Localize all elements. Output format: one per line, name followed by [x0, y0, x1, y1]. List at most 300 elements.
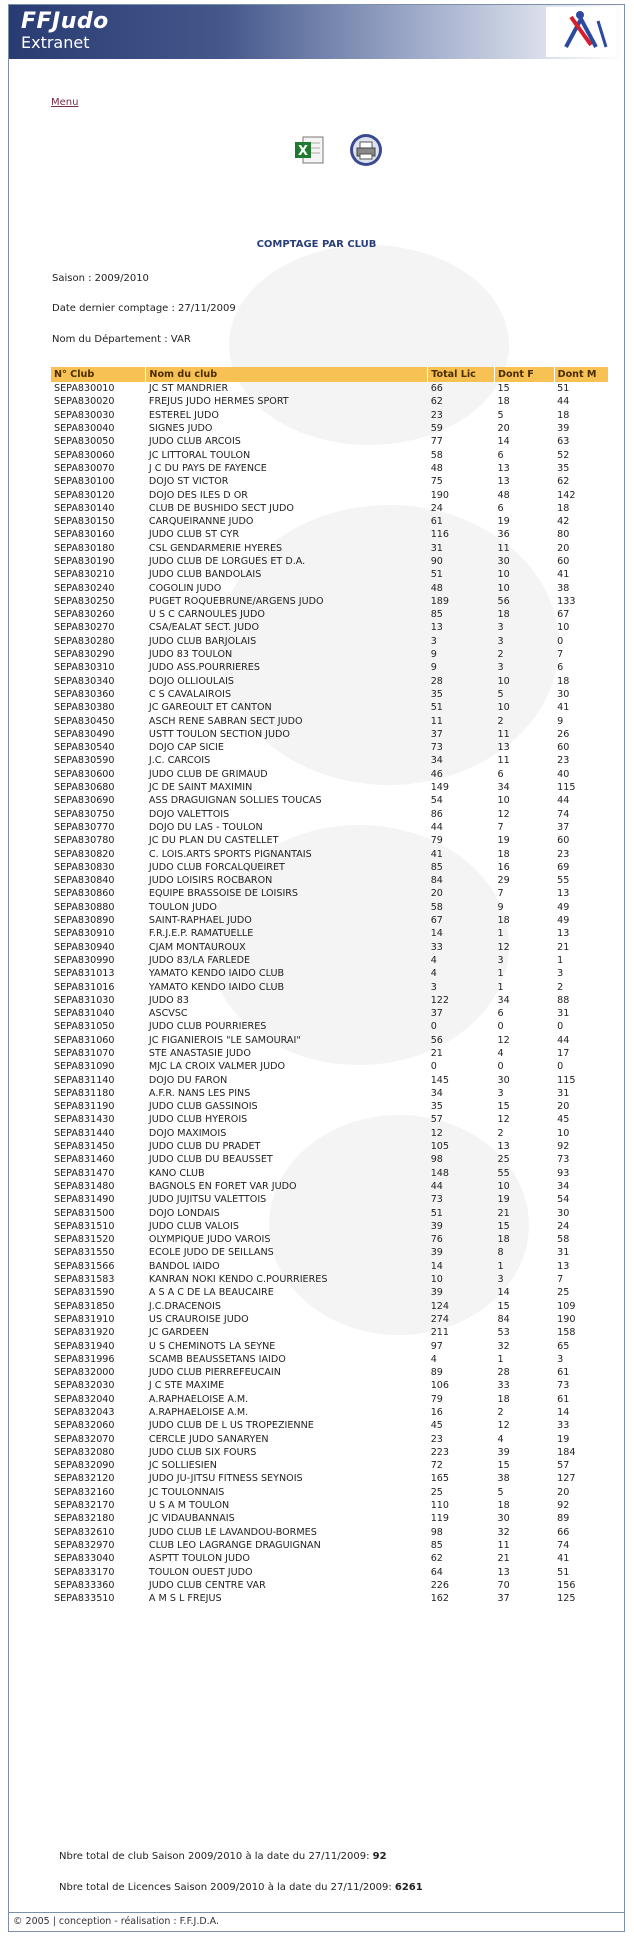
cell-nom-club: STE ANASTASIE JUDO [148, 1047, 251, 1059]
cell-num-club: SEPA832180 [54, 1513, 115, 1525]
table-row [51, 794, 609, 807]
cell-dont-m: 49 [557, 901, 570, 913]
date-comptage-label: Date dernier comptage : 27/11/2009 [52, 303, 236, 314]
cell-dont-f: 10 [497, 702, 510, 714]
cell-dont-m: 20 [557, 1101, 570, 1113]
cell-total-lic: 9 [430, 649, 437, 661]
table-row [51, 1193, 609, 1206]
cell-nom-club: JUDO CLUB DU PRADET [148, 1141, 261, 1153]
cell-nom-club: DOJO DU FARON [148, 1074, 228, 1086]
table-row [51, 954, 609, 967]
cell-total-lic: 84 [430, 875, 443, 887]
cell-nom-club: EQUIPE BRASSOISE DE LOISIRS [148, 888, 299, 900]
cell-num-club: SEPA832060 [54, 1420, 115, 1432]
cell-dont-f: 1 [497, 1260, 504, 1272]
cell-num-club: SEPA830250 [54, 595, 115, 607]
cell-dont-m: 26 [557, 728, 570, 740]
table-row [51, 1446, 609, 1459]
cell-nom-club: DOJO DES ILES D OR [148, 489, 248, 501]
table-row [51, 1499, 609, 1512]
cell-total-lic: 89 [430, 1367, 443, 1379]
cell-nom-club: C. LOIS.ARTS SPORTS PIGNANTAIS [148, 848, 312, 860]
cell-total-lic: 76 [430, 1234, 443, 1246]
cell-dont-m: 69 [557, 861, 570, 873]
logo-subtitle: Extranet [21, 33, 90, 52]
cell-nom-club: U S A M TOULON [148, 1500, 230, 1512]
cell-nom-club: JUDO CLUB CENTRE VAR [148, 1579, 266, 1591]
cell-dont-f: 18 [497, 848, 510, 860]
cell-dont-f: 29 [497, 875, 510, 887]
menu-link[interactable]: Menu [51, 97, 79, 108]
cell-num-club: SEPA831920 [54, 1327, 115, 1339]
cell-nom-club: DOJO DU LAS - TOULON [148, 821, 263, 833]
cell-num-club: SEPA831510 [54, 1220, 115, 1232]
table-row [51, 1206, 609, 1219]
table-row [51, 502, 609, 515]
cell-dont-m: 1 [557, 954, 564, 966]
cell-nom-club: JUDO CLUB GASSINOIS [148, 1101, 258, 1113]
cell-dont-f: 15 [497, 1460, 510, 1472]
cell-nom-club: DOJO LONDAIS [148, 1207, 220, 1219]
cell-nom-club: U S C CARNOULES JUDO [148, 609, 265, 621]
excel-export-button[interactable] [293, 133, 327, 167]
cell-dont-f: 3 [497, 1087, 504, 1099]
cell-dont-f: 13 [497, 1141, 510, 1153]
cell-num-club: SEPA833510 [54, 1593, 115, 1605]
cell-dont-m: 41 [557, 569, 570, 581]
cell-dont-m: 14 [557, 1407, 570, 1418]
cell-dont-m: 38 [557, 582, 570, 594]
table-row [51, 648, 609, 661]
total-licences [59, 1882, 423, 1893]
cell-total-lic: 75 [430, 476, 443, 488]
cell-total-lic: 24 [430, 502, 443, 514]
table-row [51, 382, 609, 395]
cell-nom-club: ASCVSC [148, 1008, 188, 1020]
cell-dont-m: 40 [557, 768, 570, 780]
cell-dont-m: 63 [557, 436, 570, 448]
cell-dont-f: 18 [497, 609, 510, 621]
cell-num-club: SEPA830020 [54, 396, 115, 408]
table-row [51, 1432, 609, 1445]
cell-total-lic: 85 [430, 609, 443, 621]
table-row [51, 675, 609, 688]
cell-dont-m: 60 [557, 556, 570, 567]
cell-dont-f: 37 [497, 1593, 510, 1605]
cell-num-club: SEPA831470 [54, 1167, 115, 1179]
cell-total-lic: 119 [430, 1513, 450, 1525]
cell-dont-f: 10 [497, 1180, 510, 1192]
table-row [51, 821, 609, 834]
cell-total-lic: 14 [430, 1260, 443, 1272]
cell-nom-club: F.R.J.E.P. RAMATUELLE [148, 928, 254, 940]
cell-dont-m: 52 [557, 449, 570, 461]
cell-total-lic: 48 [430, 462, 443, 474]
cell-dont-m: 21 [557, 941, 570, 953]
cell-dont-f: 13 [497, 462, 510, 474]
cell-num-club: SEPA831013 [54, 968, 115, 980]
cell-dont-m: 62 [557, 476, 570, 488]
cell-dont-m: 73 [557, 1154, 570, 1166]
cell-nom-club: JC GARDEEN [148, 1327, 209, 1339]
cell-num-club: SEPA830890 [54, 915, 115, 927]
cell-nom-club: ESTEREL JUDO [148, 409, 219, 421]
cell-nom-club: FREJUS JUDO HERMES SPORT [148, 396, 289, 408]
cell-total-lic: 148 [430, 1167, 450, 1179]
cell-dont-m: 125 [557, 1593, 576, 1605]
cell-nom-club: SIGNES JUDO [148, 423, 213, 435]
cell-dont-f: 14 [497, 436, 510, 448]
footer-credit: © 2005 | conception - réalisation : F.F.J.D.A. [13, 1916, 220, 1927]
table-row [51, 688, 609, 701]
cell-dont-f: 5 [497, 1486, 504, 1498]
cell-total-lic: 46 [430, 768, 443, 780]
cell-dont-f: 55 [497, 1167, 510, 1179]
cell-nom-club: SCAMB BEAUSSETANS IAIDO [148, 1353, 286, 1365]
table-row [51, 847, 609, 860]
cell-dont-m: 55 [557, 875, 570, 887]
cell-num-club: SEPA830270 [54, 622, 115, 634]
cell-total-lic: 64 [430, 1566, 443, 1578]
table-header-row [51, 367, 609, 382]
cell-dont-m: 2 [557, 981, 564, 993]
cell-total-lic: 73 [430, 742, 443, 754]
cell-num-club: SEPA831910 [54, 1313, 115, 1325]
table-row [51, 1565, 609, 1578]
cell-nom-club: A S A C DE LA BEAUCAIRE [148, 1287, 274, 1299]
cell-total-lic: 67 [430, 915, 443, 927]
cell-num-club: SEPA830490 [54, 728, 115, 740]
cell-num-club: SEPA830190 [54, 556, 115, 567]
cell-num-club: SEPA831016 [54, 981, 115, 993]
cell-dont-f: 34 [497, 782, 510, 794]
cell-num-club: SEPA831500 [54, 1207, 115, 1219]
cell-dont-m: 74 [557, 808, 570, 820]
table-row [51, 1246, 609, 1259]
table-row [51, 435, 609, 448]
departement-label: Nom du Département : VAR [52, 334, 191, 345]
cell-num-club: SEPA831590 [54, 1287, 115, 1299]
cell-total-lic: 57 [430, 1114, 443, 1126]
cell-nom-club: JUDO CLUB PIERREFEUCAIN [148, 1367, 281, 1379]
table-row [51, 1512, 609, 1525]
table-row [51, 542, 609, 555]
cell-dont-f: 13 [497, 742, 510, 754]
cell-nom-club: DOJO ST VICTOR [148, 476, 229, 488]
cell-dont-f: 1 [497, 928, 504, 940]
cell-total-lic: 51 [430, 702, 443, 714]
cell-num-club: SEPA830360 [54, 688, 115, 700]
cell-total-lic: 66 [430, 383, 443, 395]
cell-dont-m: 89 [557, 1513, 570, 1525]
cell-nom-club: JUDO JU-JITSU FITNESS SEYNOIS [148, 1473, 303, 1485]
cell-nom-club: DOJO VALETTOIS [148, 808, 230, 820]
cell-dont-m: 31 [557, 1087, 570, 1099]
cell-num-club: SEPA831490 [54, 1194, 115, 1206]
cell-dont-m: 127 [557, 1473, 576, 1485]
cell-total-lic: 23 [430, 409, 443, 421]
cell-total-lic: 20 [430, 888, 443, 900]
cell-nom-club: JC TOULONNAIS [148, 1486, 225, 1498]
table-row [51, 1552, 609, 1565]
total-licences-label: Nbre total de Licences Saison 2009/2010 à la date du 27/11/2009: [59, 1882, 392, 1893]
cell-nom-club: COGOLIN JUDO [148, 582, 222, 594]
cell-dont-m: 49 [557, 915, 570, 927]
table-row [51, 728, 609, 741]
cell-dont-f: 19 [497, 835, 510, 847]
cell-total-lic: 4 [430, 1353, 437, 1365]
cell-dont-f: 1 [497, 968, 504, 980]
cell-dont-m: 7 [557, 1274, 564, 1286]
total-clubs-label: Nbre total de club Saison 2009/2010 à la date du 27/11/2009: [59, 1851, 370, 1862]
page-frame [8, 4, 625, 1932]
cell-dont-f: 11 [497, 755, 510, 767]
cell-dont-m: 39 [557, 423, 570, 435]
cell-nom-club: JC DU PLAN DU CASTELLET [148, 835, 279, 847]
cell-dont-m: 20 [557, 542, 570, 554]
cell-total-lic: 37 [430, 1008, 443, 1020]
cell-total-lic: 98 [430, 1154, 443, 1166]
cell-num-club: SEPA831996 [54, 1353, 115, 1365]
cell-nom-club: BANDOL IAIDO [148, 1260, 220, 1272]
cell-num-club: SEPA830830 [54, 861, 115, 873]
cell-nom-club: JC SOLLIESIEN [148, 1460, 217, 1472]
cell-dont-f: 10 [497, 569, 510, 581]
total-clubs [59, 1851, 387, 1862]
table-row [51, 448, 609, 461]
cell-total-lic: 41 [430, 848, 443, 860]
table-row [51, 1486, 609, 1499]
cell-nom-club: OLYMPIQUE JUDO VAROIS [148, 1234, 271, 1246]
table-row [51, 940, 609, 953]
table-row [51, 1060, 609, 1073]
cell-dont-m: 9 [557, 715, 564, 727]
cell-nom-club: JUDO CLUB HYEROIS [148, 1114, 248, 1126]
table-row [51, 927, 609, 940]
cell-num-club: SEPA833360 [54, 1579, 115, 1591]
table-row [51, 914, 609, 927]
cell-total-lic: 162 [430, 1593, 450, 1605]
cell-dont-f: 2 [497, 1407, 504, 1418]
cell-dont-m: 66 [557, 1526, 570, 1538]
footer-divider [9, 1912, 624, 1913]
table-row [51, 1419, 609, 1432]
cell-dont-f: 18 [497, 1234, 510, 1246]
cell-dont-f: 21 [497, 1553, 510, 1565]
cell-num-club: SEPA830880 [54, 901, 115, 913]
cell-num-club: SEPA831520 [54, 1234, 115, 1246]
cell-total-lic: 33 [430, 941, 443, 953]
cell-dont-m: 30 [557, 1207, 570, 1219]
cell-nom-club: KANRAN NOKI KENDO C.POURRIERES [148, 1274, 328, 1286]
table-row [51, 1366, 609, 1379]
table-row [51, 1526, 609, 1539]
cell-total-lic: 3 [430, 981, 437, 993]
table-row [51, 1034, 609, 1047]
cell-total-lic: 59 [430, 423, 443, 435]
table-row [51, 1273, 609, 1286]
cell-dont-f: 56 [497, 595, 510, 607]
cell-nom-club: CLUB LEO LAGRANGE DRAGUIGNAN [148, 1539, 321, 1551]
cell-dont-m: 3 [557, 968, 564, 980]
table-row [51, 754, 609, 767]
cell-nom-club: DOJO MAXIMOIS [148, 1127, 227, 1139]
cell-dont-f: 15 [497, 1101, 510, 1113]
table-row [51, 1339, 609, 1352]
cell-dont-f: 32 [497, 1526, 510, 1538]
cell-dont-f: 13 [497, 1566, 510, 1578]
cell-dont-m: 44 [557, 396, 570, 408]
cell-nom-club: CSL GENDARMERIE HYERES [148, 542, 283, 554]
cell-dont-m: 93 [557, 1167, 570, 1179]
total-licences-value: 6261 [394, 1882, 423, 1893]
cell-num-club: SEPA832030 [54, 1380, 115, 1392]
cell-total-lic: 79 [430, 1393, 443, 1405]
table-row [51, 1127, 609, 1140]
table-row [51, 422, 609, 435]
cell-nom-club: ASS DRAGUIGNAN SOLLIES TOUCAS [148, 795, 322, 807]
cell-total-lic: 86 [430, 808, 443, 820]
cell-total-lic: 106 [430, 1380, 450, 1392]
cell-total-lic: 145 [430, 1074, 450, 1086]
cell-num-club: SEPA830540 [54, 742, 115, 754]
cell-num-club: SEPA830280 [54, 635, 115, 647]
table-row [51, 1393, 609, 1406]
cell-num-club: SEPA830940 [54, 941, 115, 953]
cell-num-club: SEPA830780 [54, 835, 115, 847]
cell-num-club: SEPA831180 [54, 1087, 115, 1099]
cell-num-club: SEPA832090 [54, 1460, 115, 1472]
table-row [51, 1007, 609, 1020]
cell-total-lic: 62 [430, 1553, 443, 1565]
table-row [51, 1379, 609, 1392]
cell-nom-club: JUDO CLUB VALOIS [148, 1220, 239, 1232]
print-icon [349, 133, 383, 167]
cell-dont-m: 13 [557, 928, 570, 940]
cell-total-lic: 211 [430, 1327, 450, 1339]
cell-dont-f: 15 [497, 383, 510, 395]
cell-total-lic: 274 [430, 1313, 450, 1325]
cell-dont-m: 80 [557, 529, 570, 541]
cell-num-club: SEPA830070 [54, 462, 115, 474]
cell-num-club: SEPA830240 [54, 582, 115, 594]
cell-total-lic: 14 [430, 928, 443, 940]
cell-num-club: SEPA832970 [54, 1539, 115, 1551]
cell-total-lic: 0 [430, 1021, 437, 1033]
cell-nom-club: JC ST MANDRIER [148, 383, 229, 395]
cell-dont-f: 34 [497, 994, 510, 1006]
cell-nom-club: JUDO CLUB BANDOLAIS [148, 569, 262, 581]
cell-dont-m: 158 [557, 1327, 576, 1339]
cell-dont-f: 11 [497, 1539, 510, 1551]
cell-num-club: SEPA833040 [54, 1553, 115, 1565]
cell-dont-f: 19 [497, 1194, 510, 1206]
table-row [51, 409, 609, 422]
cell-nom-club: A.RAPHAELOISE A.M. [148, 1407, 249, 1418]
cell-dont-f: 4 [497, 1433, 504, 1445]
cell-num-club: SEPA831030 [54, 994, 115, 1006]
cell-dont-m: 10 [557, 622, 570, 634]
cell-dont-f: 3 [497, 635, 504, 647]
cell-total-lic: 124 [430, 1300, 450, 1312]
cell-dont-m: 24 [557, 1220, 570, 1232]
cell-dont-f: 3 [497, 954, 504, 966]
cell-dont-f: 12 [497, 1034, 510, 1046]
cell-dont-f: 0 [497, 1061, 504, 1073]
cell-dont-f: 15 [497, 1300, 510, 1312]
cell-dont-f: 18 [497, 1393, 510, 1405]
cell-total-lic: 79 [430, 835, 443, 847]
cell-dont-m: 37 [557, 821, 570, 833]
table-row [51, 1299, 609, 1312]
table-row [51, 1153, 609, 1166]
table-row [51, 661, 609, 674]
cell-num-club: SEPA830840 [54, 875, 115, 887]
cell-dont-m: 44 [557, 1034, 570, 1046]
cell-total-lic: 61 [430, 516, 443, 528]
cell-nom-club: TOULON JUDO [148, 901, 217, 913]
excel-export-icon [293, 133, 327, 167]
cell-num-club: SEPA830040 [54, 423, 115, 435]
cell-total-lic: 34 [430, 1087, 443, 1099]
cell-dont-f: 12 [497, 941, 510, 953]
cell-dont-f: 25 [497, 1154, 510, 1166]
cell-dont-m: 73 [557, 1380, 570, 1392]
cell-total-lic: 45 [430, 1420, 443, 1432]
cell-nom-club: U S CHEMINOTS LA SEYNE [148, 1340, 276, 1352]
cell-num-club: SEPA832120 [54, 1473, 115, 1485]
cell-dont-m: 54 [557, 1194, 570, 1206]
cell-nom-club: PUGET ROQUEBRUNE/ARGENS JUDO [148, 595, 324, 607]
cell-dont-f: 32 [497, 1340, 510, 1352]
cell-total-lic: 4 [430, 968, 437, 980]
cell-dont-m: 60 [557, 835, 570, 847]
cell-nom-club: JUDO 83/LA FARLEDE [148, 954, 251, 966]
cell-dont-f: 2 [497, 649, 504, 661]
cell-nom-club: JUDO CLUB DE GRIMAUD [148, 768, 268, 780]
cell-dont-f: 5 [497, 409, 504, 421]
cell-num-club: SEPA830120 [54, 489, 115, 501]
cell-nom-club: JUDO CLUB DE L US TROPEZIENNE [148, 1420, 314, 1432]
print-button[interactable] [349, 133, 383, 167]
cell-dont-m: 92 [557, 1500, 570, 1512]
col-header-num-club: N° Club [51, 367, 146, 382]
cell-total-lic: 58 [430, 901, 443, 913]
cell-dont-f: 28 [497, 1367, 510, 1379]
cell-num-club: SEPA831050 [54, 1021, 115, 1033]
cell-dont-m: 10 [557, 1127, 570, 1139]
cell-dont-f: 1 [497, 981, 504, 993]
cell-num-club: SEPA830030 [54, 409, 115, 421]
cell-dont-f: 11 [497, 542, 510, 554]
cell-total-lic: 21 [430, 1047, 443, 1059]
cell-num-club: SEPA831566 [54, 1260, 115, 1272]
table-row [51, 701, 609, 714]
cell-dont-f: 1 [497, 1353, 504, 1365]
table-row [51, 621, 609, 634]
table-row [51, 1020, 609, 1033]
table-row [51, 1353, 609, 1366]
cell-total-lic: 9 [430, 662, 437, 674]
col-header-nom-club: Nom du club [146, 367, 428, 382]
cell-dont-m: 25 [557, 1287, 570, 1299]
cell-dont-m: 19 [557, 1433, 570, 1445]
cell-dont-m: 61 [557, 1367, 570, 1379]
cell-dont-f: 5 [497, 688, 504, 700]
cell-num-club: SEPA831430 [54, 1114, 115, 1126]
cell-dont-f: 33 [497, 1380, 510, 1392]
cell-num-club: SEPA830050 [54, 436, 115, 448]
